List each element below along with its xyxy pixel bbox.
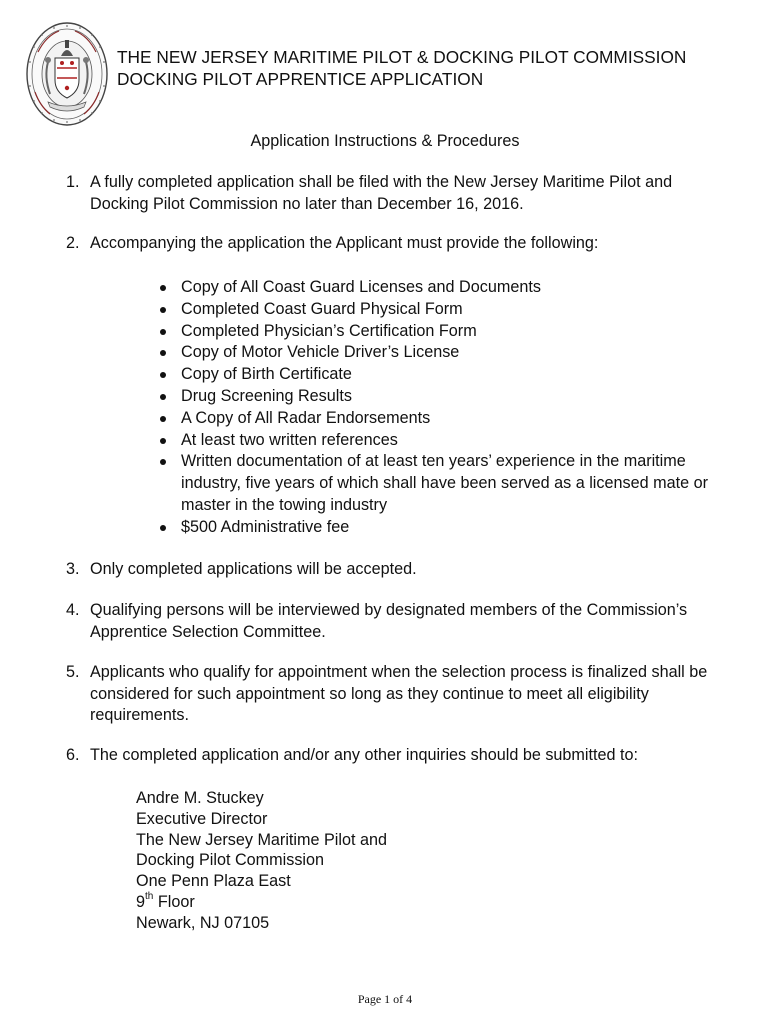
- item-number: 3.: [66, 560, 80, 578]
- item-text: Qualifying persons will be interviewed by designated members of the Commission’s Apprentice Selection Committee.: [90, 601, 688, 641]
- item-text: Only completed applications will be accepted.: [90, 560, 417, 578]
- section-title: Application Instructions & Procedures: [250, 132, 520, 150]
- list-item: [158, 408, 718, 430]
- item-text: Accompanying the application the Applicant must provide the following:: [90, 234, 599, 252]
- header-line-2: DOCKING PILOT APPRENTICE APPLICATION: [117, 69, 484, 89]
- list-item-text: Completed Physician’s Certification Form: [181, 321, 477, 340]
- bullet-icon: [160, 329, 166, 335]
- floor-word: Floor: [153, 892, 195, 911]
- bullet-icon: [160, 394, 166, 400]
- list-item-text: Copy of Birth Certificate: [181, 365, 352, 384]
- document-header: [117, 46, 757, 90]
- header-line-1: THE NEW JERSEY MARITIME PILOT & DOCKING PILOT COMMISSION: [117, 47, 687, 67]
- address-street: One Penn Plaza East: [136, 872, 291, 891]
- bullet-icon: [160, 285, 166, 291]
- instruction-item-6: [66, 745, 726, 767]
- list-item: [158, 430, 718, 452]
- bullet-icon: [160, 307, 166, 313]
- item-number: 4.: [66, 601, 80, 619]
- mailing-address: [136, 788, 387, 934]
- list-item: [158, 364, 718, 386]
- instruction-item-3: [66, 559, 726, 581]
- address-title: Executive Director: [136, 809, 268, 828]
- instruction-item-5: [66, 662, 726, 727]
- requirements-list: [158, 277, 718, 539]
- bullet-icon: [160, 416, 166, 422]
- item-text: Applicants who qualify for appointment when the selection process is finalized shall be considered for such appointment so long as they continue to meet all eligibility requirements.: [90, 663, 708, 724]
- bullet-icon: [160, 438, 166, 444]
- instruction-item-4: [66, 600, 726, 643]
- page-number: Page 1 of 4: [357, 992, 413, 1006]
- list-item: [158, 517, 718, 539]
- item-number: 5.: [66, 663, 80, 681]
- bullet-icon: [160, 525, 166, 531]
- list-item-text: Copy of Motor Vehicle Driver’s License: [181, 343, 460, 362]
- item-number: 1.: [66, 173, 80, 191]
- list-item: [158, 451, 718, 516]
- bullet-icon: [160, 459, 166, 465]
- list-item: [158, 299, 718, 321]
- item-text: A fully completed application shall be filed with the New Jersey Maritime Pilot and Docking Pilot Commission no later than December 16, 2016.: [90, 173, 673, 213]
- address-floor: [136, 892, 387, 913]
- item-number: 2.: [66, 234, 80, 252]
- instruction-item-1: [66, 172, 726, 215]
- state-seal-icon: [26, 22, 108, 130]
- list-item: [158, 342, 718, 364]
- list-item-text: $500 Administrative fee: [181, 517, 350, 536]
- list-item-text: Copy of All Coast Guard Licenses and Documents: [181, 278, 541, 296]
- address-name: Andre M. Stuckey: [136, 789, 264, 807]
- address-org-line-2: Docking Pilot Commission: [136, 851, 325, 870]
- address-city: Newark, NJ 07105: [136, 913, 270, 932]
- address-org-line-1: The New Jersey Maritime Pilot and: [136, 830, 387, 849]
- floor-suffix: th: [145, 890, 154, 902]
- item-text: The completed application and/or any other inquiries should be submitted to:: [90, 746, 639, 764]
- list-item-text: Written documentation of at least ten years’ experience in the maritime industry, five years of which shall have been served as a licensed mate or master in the towing industry: [181, 452, 708, 514]
- bullet-icon: [160, 372, 166, 378]
- instruction-item-2: [66, 233, 726, 255]
- list-item-text: At least two written references: [181, 430, 398, 449]
- list-item: [158, 386, 718, 408]
- floor-number: 9: [136, 892, 146, 911]
- list-item: [158, 277, 718, 299]
- list-item-text: A Copy of All Radar Endorsements: [181, 408, 431, 427]
- list-item: [158, 321, 718, 343]
- list-item-text: Completed Coast Guard Physical Form: [181, 299, 463, 318]
- list-item-text: Drug Screening Results: [181, 386, 352, 405]
- item-number: 6.: [66, 746, 80, 764]
- bullet-icon: [160, 350, 166, 356]
